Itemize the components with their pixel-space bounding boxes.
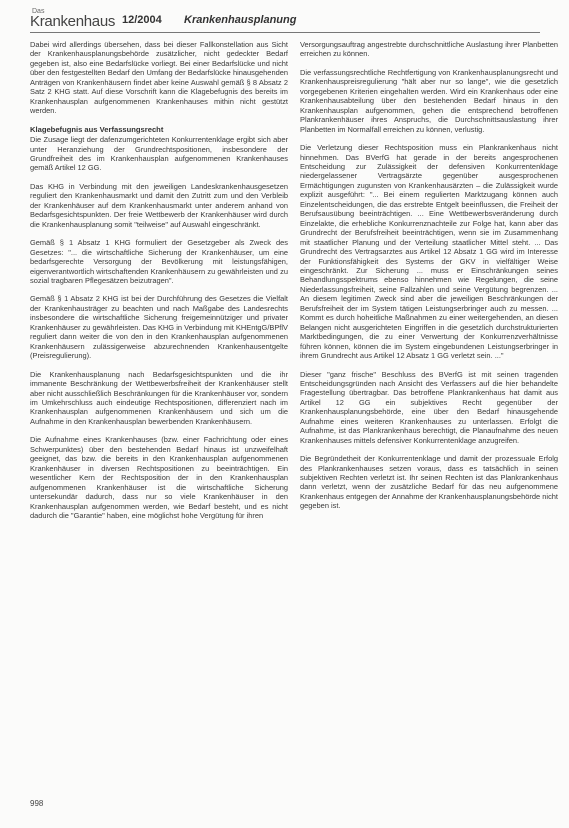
- page-number: 998: [30, 799, 44, 808]
- paragraph: Die Zusage liegt der dafenzumgerichteten Konkurrentenklage ergibt sich aber unter Heranziehung der Grundrechtspositionen, insbesondere der Grundfreiheit des im Krankenhausplan aufgenommenen Krankenhauses gemäß Artikel 12 GG.: [30, 135, 288, 173]
- right-column: [300, 40, 558, 520]
- paragraph: Gemäß § 1 Absatz 1 KHG formuliert der Gesetzgeber als Zweck des Gesetzes: "... die wirtschaftliche Sicherung der Krankenhäuser, um eine bedarfsgerechte Versorgung der Bevölkerung mit leistungsfähigen, eigenverantwortlich wirtschaftenden Krankenhäusern zu gewährleisten und zu sozial tragbaren Pflegesätzen beizutragen".: [30, 238, 288, 286]
- paragraph: Die Krankenhausplanung nach Bedarfsgesichtspunkten und die ihr immanente Beschränkung der Wettbewerbsfreiheit der Krankenhäuser stellt aber nicht ausschließlich Beschränkungen für die Krankenhäuser vor, sondern im Umkehrschluss auch eindeutige Rechtspositionen, differenziert nach im Krankenhausplan aufgenommenen Krankenhäusern und sich um die Aufnahme in den Krankenhausplan bewerbenden Krankenhäusern.: [30, 369, 288, 426]
- logo-prefix: Das: [32, 8, 45, 15]
- paragraph: Dieser "ganz frische" Beschluss des BVerfG ist mit seinen tragenden Entscheidungsgründen nach Ansicht des Verfassers auf die hier behandelte Fragestellung übertragbar. Das betroffene Plankrankenhaus hat damit aus Artikel 12 GG ein subjektives Recht gegenüber der Krankenhausplanungsbehörde, eine über den Bedarf hinausgehende Aufnahme eines weiteren Krankenhauses zu unterlassen. Erfolgt die Aufnahme, ist das Plankrankenhaus berechtigt, die Planaufnahme des neuen Krankenhauses mittels defensiver Konkurrentenklage anzugreifen.: [300, 369, 558, 445]
- paragraph: Dabei wird allerdings übersehen, dass bei dieser Fallkonstellation aus Sicht der Krankenhausplanungsbehörde zusätzlicher, nicht gedeckter Bedarf gegeben ist, also eine Bedarfslücke vorliegt. Bei einer Bedarfslücke und nicht über den festgestellten Bedarf den Umfang der Bedarfslücke hinausgehenden Anträgen von Krankenhäusern findet aber keine Auswahl gemäß § 8 Absatz 2 Satz 2 KHG statt. Auf diese Vorschrift kann die Klagebefugnis des bereits im Krankenhausplan aufgenommenen Krankenhauses mithin nicht gestützt werden.: [30, 40, 288, 116]
- page-header: [30, 8, 540, 33]
- section-title: Krankenhausplanung: [184, 14, 297, 26]
- paragraph: Versorgungsauftrag angestrebte durchschnittliche Auslastung ihrer Planbetten erreichen zu können.: [300, 40, 558, 59]
- section-heading: Klagebefugnis aus Verfassungsrecht: [30, 124, 164, 134]
- paragraph: Die Aufnahme eines Krankenhauses (bzw. einer Fachrichtung oder eines Schwerpunktes) über den bestehenden Bedarf hinaus ist unzweifelhaft geeignet, das bzw. die bereits in den Krankenhausplan aufgenommenen Krankenhäuser in diversen Rechtspositionen zu beeinträchtigen. Ein wesentlicher Kern der Rechtsposition der in den Krankenhausplan aufgenommenen Krankenhäuser ist die wirtschaftliche Sicherung untersekundär dadurch, dass nur so viele Krankenhäuser in den Krankenhausplan aufgenommen werden, wie Bedarf besteht, und es nicht dadurch die "Garantie" haben, eine möglichst hohe Vergütung für ihren: [30, 435, 288, 520]
- issue-number: 12/2004: [122, 14, 162, 26]
- paragraph: Die Begründetheit der Konkurrentenklage und damit der prozessuale Erfolg des Plankrankenhauses setzen voraus, dass es tatsächlich in seinen subjektiven Rechten verletzt ist. Ihr seinen Rechten ist das Plankrankenhaus dann verletzt, wenn der zusätzliche Bedarf für das neu aufgenommene Krankenhaus entgegen der Annahme der Krankenhausplanungsbehörde nicht gegeben ist.: [300, 454, 558, 511]
- paragraph: Das KHG in Verbindung mit den jeweiligen Landeskrankenhausgesetzen reguliert den Krankenhausmarkt und damit den Zutritt zum und den Verbleib der Krankenhäuser auf dem Krankenhausmarkt unter anderem anhand von Bedarfsgesichtspunkten. Der freie Wettbewerb der Krankenhäuser wird durch die Krankenhausplanung somit "teilweise" auf Auswahl eingeschränkt.: [30, 181, 288, 229]
- left-column: [30, 40, 288, 529]
- logo-title: Krankenhaus: [30, 13, 116, 30]
- journal-logo: [30, 8, 116, 30]
- paragraph: Die Verletzung dieser Rechtsposition muss ein Plankrankenhaus nicht hinnehmen. Das BVerfG hat gerade in der bereits angesprochenen Entscheidung zur Zulässigkeit der defensiven Konkurrentenklage niedergelassener Vertragsärzte gegenüber ausgesprochenen Ermächtigungen zugunsten von Krankenhausärzten – die Zulässigkeit wurde explizit ausgeführt: "... Bei einem regulierten Marktzugang können auch Einzelentscheidungen, die das erstrebte Entgelt beeinflussen, die Freiheit der Berufsausübung beeinträchtigen. ... Eine Wettbewerbsveränderung durch Einzelakte, die erhebliche Konkurrenznachteile zur Folge hat, kann aber das Grundrecht der Berufsfreiheit beeinträchtigen, wenn sie im Zusammenhang mit staatlicher Planung und der Verteilung staatlicher Mittel steht. ... Das Grundrecht des Vertragsarztes aus Artikel 12 Absatz 1 GG wird im Interesse der Funktionsfähigkeit des Systems der GKV in vielfältiger Weise eingeschränkt. Zur Sicherung ... muss er Einschränkungen seines Behandlungsspektrums ebenso hinnehmen wie Regelungen, die seine Niederlassungsfreiheit, seine Fallzahlen und seine Vergütung begrenzen. ... An diesem legitimen Zweck sind aber die jeweiligen Beschränkungen der Berufsfreiheit der im System tätigen Leistungserbringer auch zu messen. ... Kommt es durch hoheitliche Maßnahmen zu einer weitergehenden, an diesen Belangen nicht ausgerichteten Eingriffen in die gesetzlich durchstrukturierten Marktbedingungen, die zu einer Verwertung der Konkurrenzverhältnisse führen können, können die im System eingebundenen Leistungserbringer in ihrem Grundrecht aus Artikel 12 Absatz 1 GG verletzt sein. ...": [300, 143, 558, 361]
- paragraph: Gemäß § 1 Absatz 2 KHG ist bei der Durchführung des Gesetzes die Vielfalt der Krankenhausträger zu beachten und nach Maßgabe des Landesrechts insbesondere die wirtschaftliche Sicherung freigemeinnütziger und privater Krankenhäuser zu gewährleisten. Das KHG in Verbindung mit KHEntgG/BPflV reguliert dann weiter die von den in den Krankenhausplan aufgenommenen Krankenhäusern zulässigerweise abzurechnenden Krankenhausentgelte (Preisregulierung).: [30, 294, 288, 361]
- paragraph: Die verfassungsrechtliche Rechtfertigung von Krankenhausplanungsrecht und Krankenhauspreisregulierung "hält aber nur so lange", wie die gesetzlich vorgegebenen Kriterien eingehalten werden. Wird ein Krankenhaus oder eine Krankenhausabteilung über den bestehenden Bedarf hinaus in den Krankenhausplan aufgenommen, gehen die entsprechend betroffenen Plankrankenhäuser ihres Anspruchs, die Durchschnittsauslastung ihrer Planbetten im Normalfall erreichen zu können, verlustig.: [300, 67, 558, 134]
